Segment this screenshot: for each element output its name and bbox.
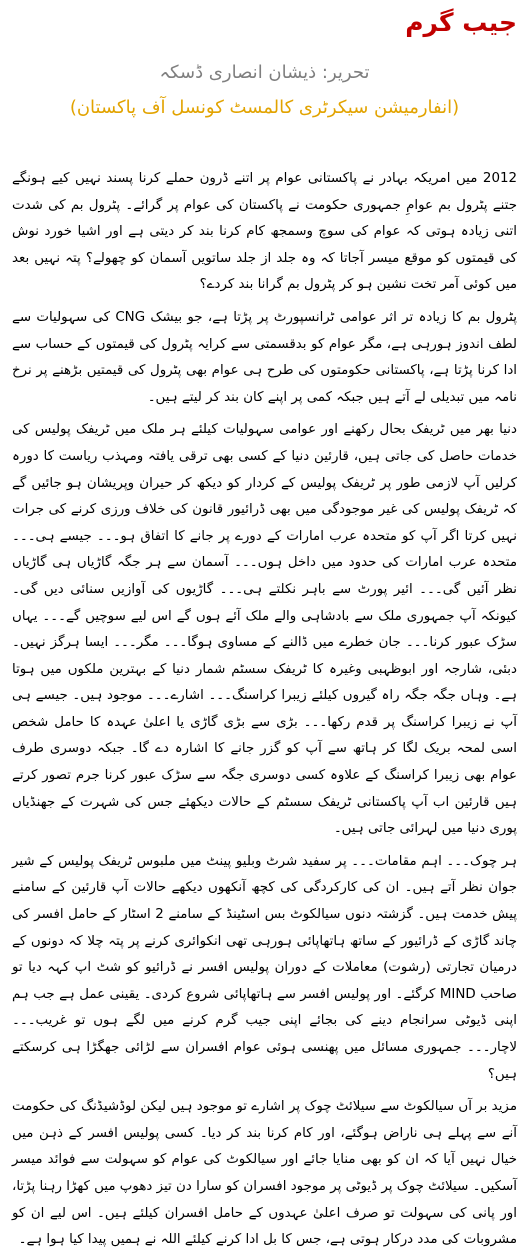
paragraph: دنیا بھر میں ٹریفک بحال رکھنے اور عوامی سہولیات کیلئے ہر ملک میں ٹریفک پولیس کی خدمات حاصل کی جاتی ہیں، قارئین دنیا کے کسی بھی ترقی یافتہ ومہذب ریاست کا دورہ کرلیں آپ لازمی طور پر ٹریفک پولیس کے کردار کو دیکھ کر حیران وپریشان ہو جائیں گے کہ ٹریفک پولیس کی غیر موجودگی میں بھی ڈرائیور قانون کی خلاف ورزی کرنے کی جرات نہیں کرتا اگر آپ کو متحدہ عرب امارات کے دورے پر جانے کا اتفاق ہو۔۔۔ جیسے ہی۔۔۔ متحدہ عرب امارات کی حدود میں داخل ہوں۔۔۔ آسمان سے ہر جگہ گاڑیاں ہی گاڑیاں نظر آئیں گی۔۔۔ ائیر پورٹ سے باہر نکلتے ہی۔۔۔ گاڑیوں کی آوازیں سنائی دیں گی۔ کیونکہ آپ جمہوری ملک سے بادشاہی والے ملک آئے ہوں گے اس لیے سوچیں گے۔۔۔ یہاں سڑک عبور کرنا۔۔۔ جان خطرے میں ڈالنے کے مساوی ہوگا۔۔۔ مگر۔۔۔ ایسا ہرگز نہیں۔ دبئی، شارجہ اور ابوظہبی وغیرہ کا ٹریفک سسٹم شمار دنیا کے بہترین ملکوں میں ہوتا ہے۔ وہاں جگہ جگہ راہ گیروں کیلئے زیبرا کراسنگ۔۔۔ اشارے۔۔۔ موجود ہیں۔ جیسے ہی آپ نے زیبرا کراسنگ پر قدم رکھا۔۔۔ بڑی سے بڑی گاڑی یا اعلیٰ عہدہ کا حامل شخص اسی لمحہ بریک لگا کر ہاتھ سے آپ کو گزر جانے کا اشارہ دے گا۔ جبکہ دوسری طرف عوام بھی زیبرا کراسنگ کے علاوہ کسی دوسری جگہ سے سڑک عبور کرنا جرم تصور کرتے ہیں قارئین اب آپ پاکستانی ٹریفک سسٹم کے حالات دیکھئے جس کی شہرت کے جھنڈیاں پوری دنیا میں لہرائی جاتی ہیں۔ bbox=[12, 422, 517, 837]
paragraph: مزید بر آں سیالکوٹ سے سیلائٹ چوک پر اشارے تو موجود ہیں لیکن لوڈشیڈنگ کی حکومت آنے سے پہلے ہی ناراض ہوگئے، اور کام کرنا بند کر دیا۔ کسی پولیس افسر کے ذہن میں خیال نہیں آیا کہ ان کو بھی منایا جائے اور سیالکوٹ کی عوام کو سہولت سے فوائد میسر آسکیں۔ سیلائٹ چوک پر ڈیوٹی پر موجود افسران کو سارا دن تیز دھوپ میں کھڑا رہنا پڑتا، اور پانی کی سہولت تو صرف اعلیٰ عہدوں کے حامل افسران کیلئے ہیں۔ اس لیے ان کو مشروبات کی مدد درکار ہوتی ہے، جس کا بل ادا کرنے کیلئے اللہ نے ہمیں پیدا کیا ہوا ہے۔ bbox=[12, 1099, 517, 1248]
author-byline: تحریر: ذیشان انصاری ڈسکہ bbox=[159, 62, 370, 83]
paragraph: 2012 میں امریکہ بہادر نے پاکستانی عوام پر اتنے ڈرون حملے کرنا پسند نہیں کیے ہونگے جتنے پٹرول بم عوامِ جمہوری حکومت نے پاکستان کی عوام پر گرائے۔ پٹرول بم کی شدت اتنی زیادہ ہوتی کہ عوام کی سوچ وسمجھ کام کرنا بند کر دیتی ہے اور اشیا خورد نوش کی قیمتوں کو موقع میسر آجاتا کہ وہ جلد از جلد ساتویں آسمان کو چھولے؟ پتہ نہیں بعد میں کوئی آمر تخت نشین ہو کر پٹرول بم گرانا بند کردے؟ bbox=[12, 171, 517, 293]
paragraph: پٹرول بم کا زیادہ تر اثر عوامی ٹرانسپورٹ پر پڑتا ہے، جو بیشک CNG کی سہولیات سے لطف اندوز ہورہی ہے، مگر عوام کو بدقسمتی سے کرایہ پٹرول کی قیمتوں کے حساب سے ادا کرنا پڑتا ہے، پاکستانی حکومتوں کی طرح ہی عوام بھی پٹرول کی قیمتیں بڑھنے پر نرخ نامہ میں تبدیلی لے آتے ہیں جبکہ کمی پر اپنے کان بند کر لیتے ہیں۔ bbox=[12, 309, 517, 405]
paragraph: ہر چوک۔۔۔ اہم مقامات۔۔۔ پر سفید شرٹ وبلیو پینٹ میں ملبوس ٹریفک پولیس کے شیر جوان نظر آتے ہیں۔ ان کی کارکردگی کی کچھ آنکھوں دیکھے حالات آپ قارئین کے سامنے پیش خدمت ہیں۔ گزشتہ دنوں سیالکوٹ بس اسٹینڈ کے سامنے 2 اسٹار کے حامل افسر کی چاند گاڑی کے ڈرائیور کے ساتھ ہاتھاپائی ہورہی تھی انکوائری کرنے پر پتہ چلا کہ دونوں کے درمیان تجارتی (رشوت) معاملات کے دوران پولیس افسر نے ڈرائیو کو شٹ اپ کہہ دیا تو صاحب MIND کرگئے۔ اور پولیس افسر سے ہاتھاپائی شروع کردی۔ یقینی عمل ہے جب ہم اپنی ڈیوٹی سرانجام دینے کی بجائے اپنی جیب گرم کرنے میں لگے ہوں تو غریب۔۔۔ لاچار۔۔۔ جمہوری مسائل میں پھنسی ہوئی عوام افسران سے لڑائی جھگڑا ہی کرسکتے ہیں؟ bbox=[12, 853, 517, 1082]
author-affiliation: (انفارمیشن سیکرٹری کالمسٹ کونسل آف پاکستان) bbox=[69, 97, 460, 118]
article-body bbox=[12, 166, 517, 1260]
article-title: جیب گرم bbox=[405, 8, 517, 37]
